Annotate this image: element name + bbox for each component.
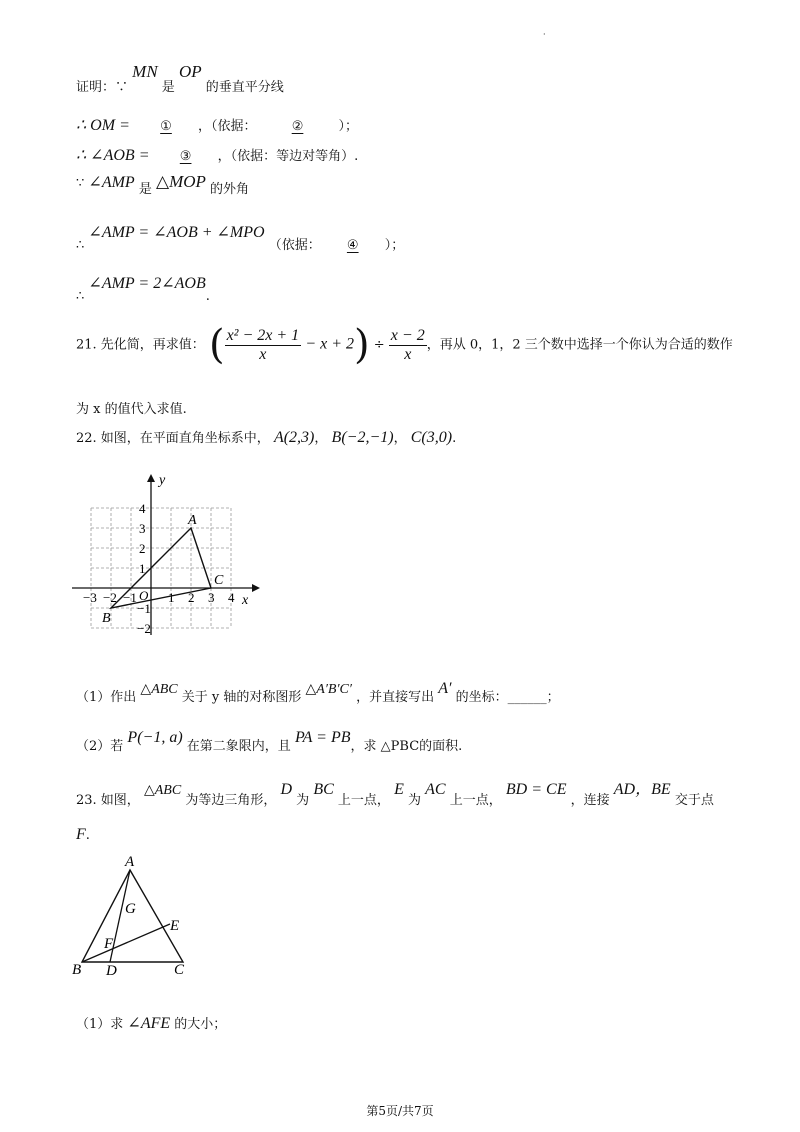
q23-intro-line-1: 23. 如图， △ABC 为等边三角形， D 为 BC 上一点， E 为 AC 上一点， BD = CE ，连接 AD，BE 交于点 xyxy=(76,781,714,808)
stray-dot: · xyxy=(543,30,546,39)
y-tick-label: 4 xyxy=(139,501,146,516)
label-c: C xyxy=(214,573,224,588)
y-tick-label: 3 xyxy=(139,521,146,536)
q22-sub1: （1）作出 △ABC 关于 y 轴的对称图形 △A′B′C′ ，并直接写出 A′ 的坐标：______； xyxy=(76,680,560,705)
label-c: C xyxy=(174,962,185,978)
q22-sub2: （2）若 P(−1, a) 在第二象限内，且 PA = PB，求 △PBC的面积. xyxy=(76,729,463,754)
q21-fraction-2: $\frac{x - 2}{x}$ xyxy=(390,326,425,363)
x-axis-arrow xyxy=(252,584,260,592)
proof-line-2: ∴ OM = ① ，（依据： ② ）； xyxy=(76,117,359,134)
proof-line-4: ∵ ∠AMP 是 △MOP 的外角 xyxy=(76,172,250,197)
segment-be xyxy=(82,924,170,962)
y-tick-label: −1 xyxy=(137,601,151,616)
q23-intro-line-2: F. xyxy=(76,826,90,843)
y-axis-arrow xyxy=(147,474,155,482)
q22-intro: 22. 如图，在平面直角坐标系中， A(2,3)， B(−2,−1)， C(3,0). xyxy=(76,429,457,446)
x-tick-label: 4 xyxy=(228,590,235,605)
origin-label: O xyxy=(139,588,149,603)
y-tick-label: 1 xyxy=(139,561,146,576)
page-footer: 第5页/共7页 xyxy=(366,1104,434,1118)
q22-coordinate-graph xyxy=(70,470,270,640)
label-d: D xyxy=(106,963,117,979)
x-axis-label: x xyxy=(242,593,249,608)
proof-line-3: ∴ ∠AOB = ③ ，（依据：等边对等角）. xyxy=(76,147,359,164)
y-axis-label: y xyxy=(159,473,166,488)
q21-line-2: 为 x 的值代入求值. xyxy=(76,402,187,417)
label-b: B xyxy=(72,962,82,978)
label-g: G xyxy=(125,901,136,917)
x-tick-label: 2 xyxy=(188,590,195,605)
label-a: A xyxy=(125,854,135,870)
q23-triangle-figure xyxy=(70,850,200,980)
q21-line-1: 21. 先化简，再求值： ( $\frac{\text{x² − 2x + 1}}{x}$ − x + 2) ÷ $\frac{x - 2}{x}$ ，再从 0，1，2 三个数中选择一个你认为合适的数作 xyxy=(76,322,733,368)
y-tick-label: 2 xyxy=(139,541,146,556)
proof-line-1: 证明：∵ MN 是 OP 的垂直平分线 xyxy=(76,62,284,95)
x-tick-label: 1 xyxy=(168,590,175,605)
x-tick-label: 3 xyxy=(208,590,215,605)
proof-line-6: ∴ ∠AMP = 2∠AOB. xyxy=(76,275,210,304)
q21-fraction-1: $\frac{\text{x² − 2x + 1}}{x}$ xyxy=(226,326,300,363)
label-e: E xyxy=(170,918,180,934)
x-tick-label: −1 xyxy=(123,590,137,605)
label-a: A xyxy=(188,513,197,528)
x-tick-label: −3 xyxy=(83,590,97,605)
y-tick-label: −2 xyxy=(137,621,151,636)
label-b: B xyxy=(102,611,111,626)
q23-sub1: （1）求 ∠AFE 的大小； xyxy=(76,1015,227,1032)
proof-line-5: ∴ ∠AMP = ∠AOB + ∠MPO （依据： ④ ）； xyxy=(76,224,405,253)
x-tick-label: −2 xyxy=(103,590,117,605)
label-f: F xyxy=(104,936,114,952)
